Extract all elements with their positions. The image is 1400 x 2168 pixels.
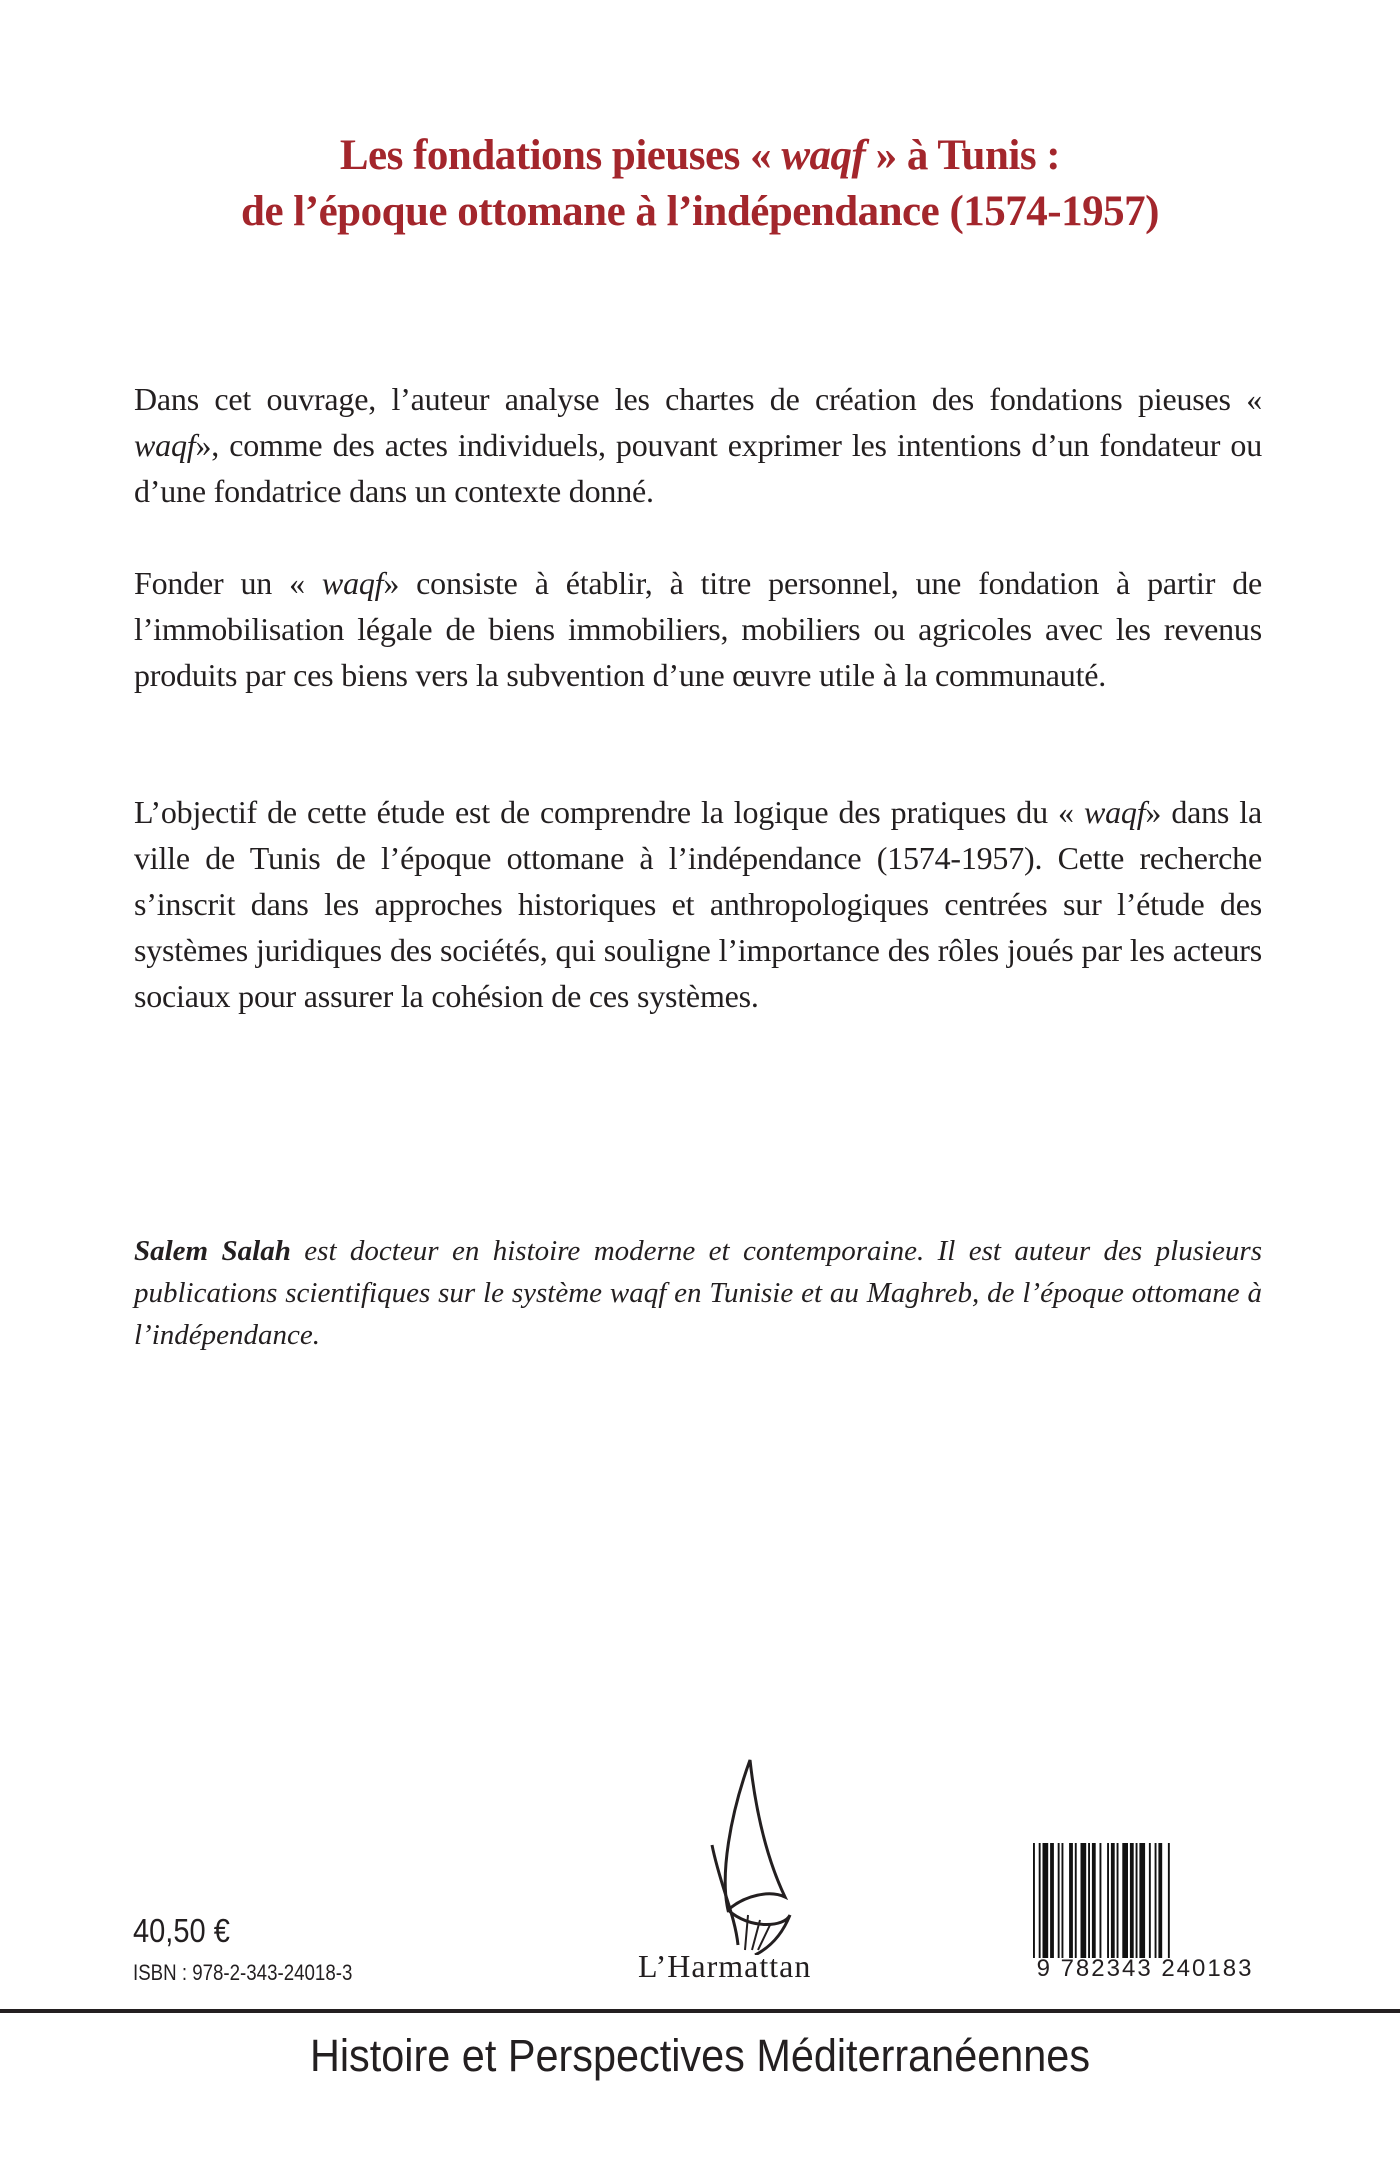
barcode-bar — [1149, 1843, 1151, 1958]
title-italic-term: waqf — [781, 132, 866, 179]
paragraph-2 — [134, 560, 1262, 698]
barcode-bar — [1122, 1843, 1128, 1958]
title-text: Les fondations pieuses « — [339, 132, 782, 179]
barcode-bar — [1081, 1843, 1087, 1958]
barcode-bar — [1058, 1843, 1060, 1958]
barcode-bar — [1155, 1843, 1157, 1958]
sailboat-icon — [620, 1755, 870, 1955]
text: Dans cet ouvrage, l’auteur analyse les chartes de création des fondations pieuses « — [134, 381, 1262, 417]
barcode-bar — [1158, 1843, 1162, 1958]
italic-term: waqf — [1083, 794, 1146, 830]
author-name: Salem Salah — [134, 1235, 291, 1267]
series-title: Histoire et Perspectives Méditerranéennes — [309, 2030, 1091, 2081]
barcode-bar — [1130, 1843, 1134, 1958]
barcode-bar — [1043, 1843, 1049, 1958]
italic-term: waqf — [134, 427, 196, 463]
publisher-logo — [620, 1755, 870, 1985]
publisher-name: L’Harmattan — [638, 1948, 812, 1984]
text: Fonder un « — [134, 565, 322, 601]
barcode-bar — [1111, 1843, 1115, 1958]
barcode-bar — [1136, 1843, 1138, 1958]
text: », comme des actes individuels, pouvant exprimer les intentions d’un fondateur ou d’une fondatrice dans un contexte donné. — [134, 427, 1262, 509]
isbn-barcode — [1025, 1843, 1265, 1983]
barcode-digits: 9 782343 240183 — [1036, 1955, 1254, 1982]
bio-text: est docteur en histoire moderne et contemporaine. Il est auteur des plusieurs publications scientifiques sur le système waqf en Tunisie et au Maghreb, de l’époque ottomane à l’indépendance. — [134, 1235, 1262, 1351]
barcode-bar — [1050, 1843, 1054, 1958]
text: » consiste à établir, à titre personnel, une fondation à partir de l’immobilisation légale de biens immobiliers, mobiliers ou agricoles avec les revenus produits par ces biens vers la subvention d’une œuvre utile à la communauté. — [134, 565, 1262, 693]
barcode-bar — [1168, 1843, 1170, 1958]
barcode-bar — [1092, 1843, 1096, 1958]
barcode-bar — [1069, 1843, 1073, 1958]
isbn: ISBN : 978-2-343-24018-3 — [133, 1960, 353, 1985]
book-title — [0, 128, 1400, 240]
paragraph-1 — [134, 376, 1262, 514]
title-line-1 — [0, 128, 1400, 184]
barcode-bar — [1117, 1843, 1119, 1958]
paragraph-3 — [134, 789, 1262, 1019]
text: » dans la ville de Tunis de l’époque ottomane à l’indépendance (1574-1957). Cette recherche s’inscrit dans les approches historiques et anthropologiques centrées sur l’étude des systèmes juridiques des sociétés, qui souligne l’importance des rôles joués par les acteurs sociaux pour assurer la cohésion de ces systèmes. — [134, 794, 1262, 1014]
barcode-bar — [1039, 1843, 1041, 1958]
title-text: » à Tunis : — [865, 132, 1061, 179]
barcode-bar — [1075, 1843, 1077, 1958]
text: L’objectif de cette étude est de comprendre la logique des pratiques du « — [134, 794, 1084, 830]
barcode-bar — [1033, 1843, 1035, 1958]
barcode-bar — [1088, 1843, 1090, 1958]
author-bio — [134, 1230, 1262, 1356]
barcode-bars — [1025, 1843, 1265, 1958]
title-line-2: de l’époque ottomane à l’indépendance (1574-1957) — [241, 188, 1159, 235]
barcode-bar — [1062, 1843, 1064, 1958]
barcode-bar — [1107, 1843, 1109, 1958]
divider — [0, 2009, 1400, 2013]
price: 40,50 € — [133, 1912, 230, 1949]
barcode-bar — [1139, 1843, 1145, 1958]
italic-term: waqf — [321, 565, 384, 601]
barcode-bar — [1100, 1843, 1102, 1958]
